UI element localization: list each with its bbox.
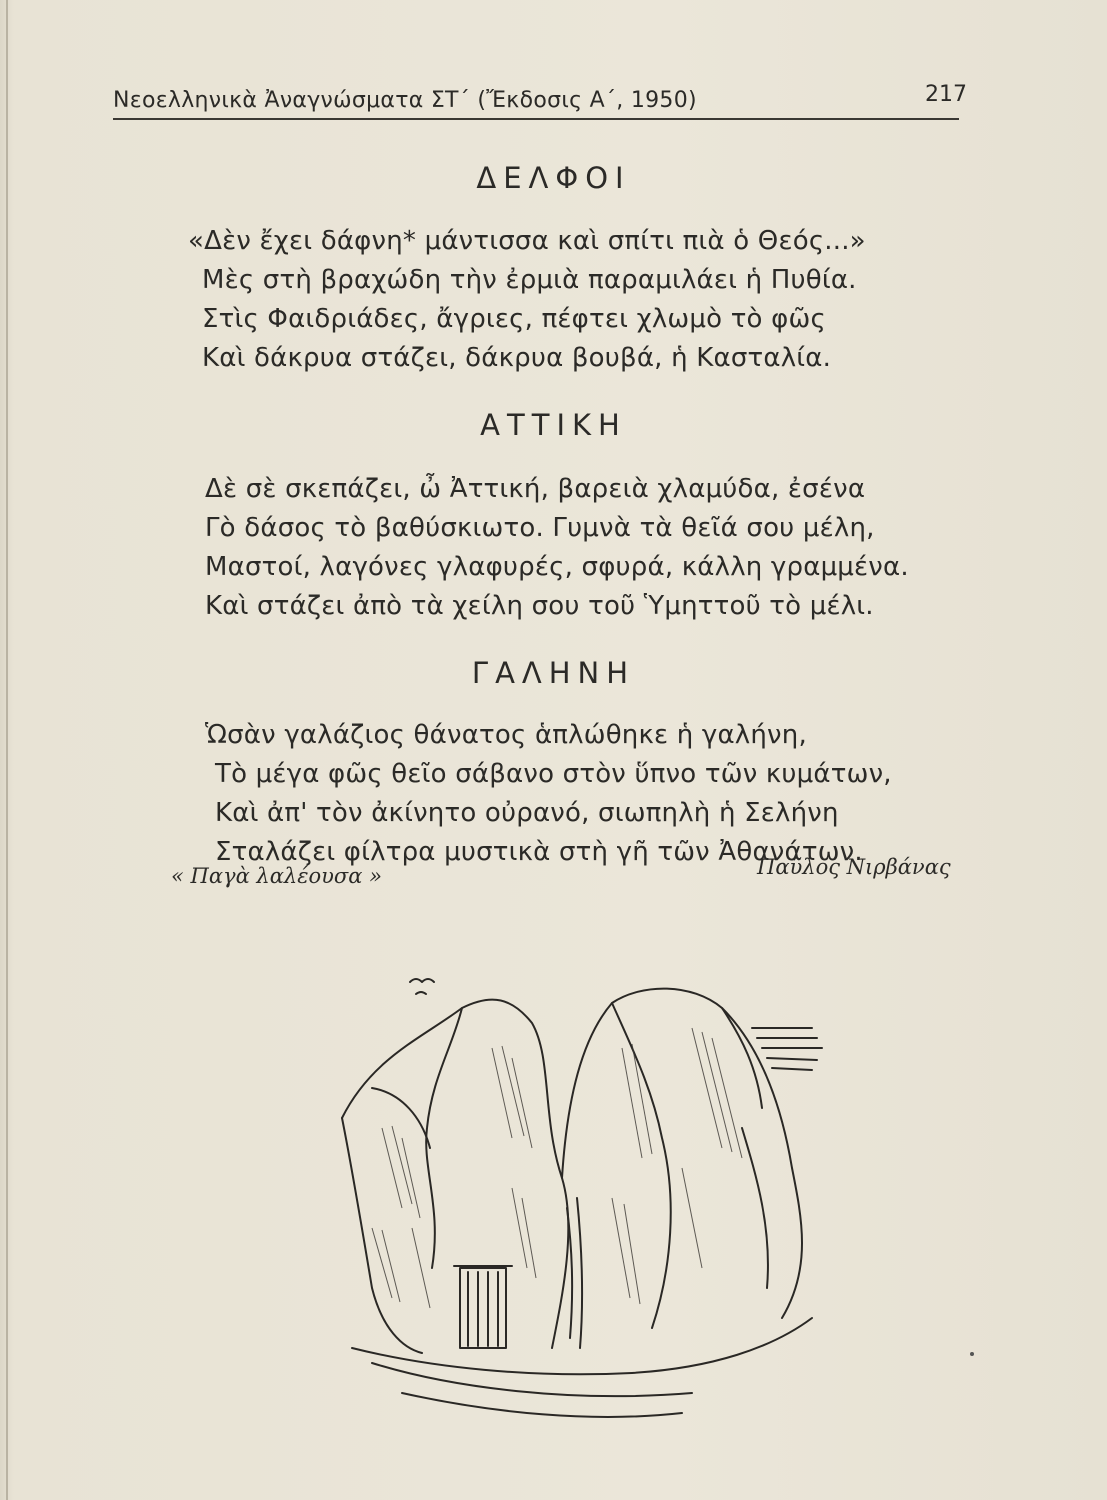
illustration-rocks-sketch <box>312 968 842 1438</box>
poem-title-attiki: ΑΤΤΙΚΗ <box>480 408 627 442</box>
poem-line: Γὸ δάσος τὸ βαθύσκιωτο. Γυμνὰ τὰ θεῖά σου μέλη, <box>205 513 875 543</box>
poem-line: Καὶ δάκρυα στάζει, δάκρυα βουβά, ἡ Κασταλία. <box>202 343 832 373</box>
header-rule <box>113 118 959 120</box>
poem-line: Μὲς στὴ βραχώδη τὴν ἐρμιὰ παραμιλάει ἡ Πυθία. <box>202 265 857 295</box>
poem-line: Τὸ μέγα φῶς θεῖο σάβανο στὸν ὕπνο τῶν κυμάτων, <box>215 759 892 789</box>
page-number: 217 <box>925 82 967 107</box>
poem-line: «Δὲν ἔχει δάφνη* μάντισσα καὶ σπίτι πιὰ ὁ Θεός...» <box>188 226 866 256</box>
page-spine-edge <box>6 0 8 1500</box>
poem-line: Καὶ ἀπ' τὸν ἀκίνητο οὐρανό, σιωπηλὴ ἡ Σελήνη <box>215 798 839 828</box>
poem-source: « Παγὰ λαλέουσα » <box>171 864 382 888</box>
poem-line: Σταλάζει φίλτρα μυστικὰ στὴ γῆ τῶν Ἀθανάτων. <box>215 837 863 867</box>
poem-line: Δὲ σὲ σκεπάζει, ὦ Ἀττική, βαρειὰ χλαμύδα, ἐσένα <box>205 474 866 504</box>
poem-line: Στὶς Φαιδριάδες, ἄγριες, πέφτει χλωμὸ τὸ φῶς <box>202 304 826 334</box>
running-header: Νεοελληνικὰ Ἀναγνώσματα ΣΤ΄ (Ἔκδοσις Α΄, 1950) <box>113 88 697 113</box>
poem-line: Καὶ στάζει ἀπὸ τὰ χείλη σου τοῦ Ὑμηττοῦ τὸ μέλι. <box>205 591 874 621</box>
poem-title-galini: ΓΑΛΗΝΗ <box>471 656 636 690</box>
poem-stanza-delphi <box>188 222 866 378</box>
poem-stanza-attiki <box>205 470 909 626</box>
poem-author: Παῦλος Νιρβάνας <box>757 855 951 879</box>
poem-stanza-galini <box>205 716 892 872</box>
print-speck <box>970 1352 974 1356</box>
poem-line: Ὡσὰν γαλάζιος θάνατος ἁπλώθηκε ἡ γαλήνη, <box>205 720 807 750</box>
poem-title-delphi: ΔΕΛΦΟΙ <box>476 161 631 195</box>
poem-line: Μαστοί, λαγόνες γλαφυρές, σφυρά, κάλλη γραμμένα. <box>205 552 909 582</box>
